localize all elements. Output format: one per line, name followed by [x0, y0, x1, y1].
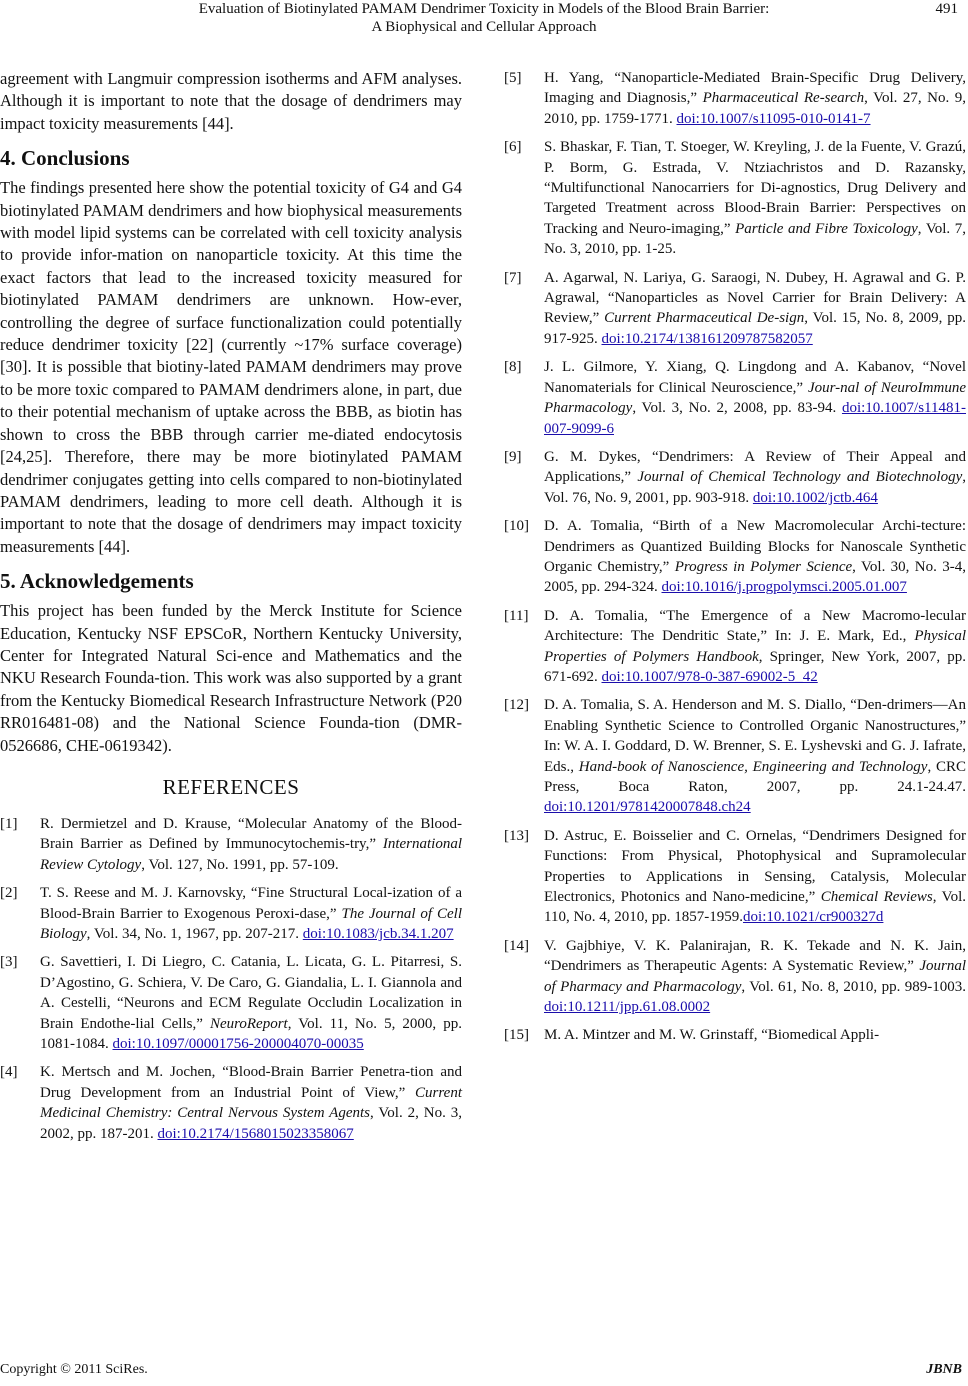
doi-link[interactable]: doi:10.2174/138161209787582057: [601, 330, 813, 347]
reference-number: [9]: [504, 448, 522, 465]
right-column: [504, 68, 966, 1054]
reference-number: [11]: [504, 607, 529, 624]
doi-link[interactable]: doi:10.1201/9781420007848.ch24: [544, 799, 751, 816]
reference-item: [10] D. A. Tomalia, “Birth of a New Macromolecular Archi-tecture: Dendrimers as Quantized Building Blocks for Nanoscale Synthetic Organic Chemistry,” Progress in Polymer Science, Vol. 30, No. 3-4, 2005, pp. 294-324. doi:10.1016/j.progpolymsci.2005.01.007: [504, 518, 966, 596]
reference-item: [14] V. Gajbhiye, V. K. Palanirajan, R. K. Tekade and N. K. Jain, “Dendrimers as Therapeutic Agents: A Systematic Review,” Journal of Pharmacy and Pharmacology, Vol. 61, No. 8, 2010, pp. 989-1003. doi:10.1211/jpp.61.08.0002: [504, 937, 966, 1016]
reference-item: [8] J. L. Gilmore, Y. Xiang, Q. Lingdong and A. Kabanov, “Novel Nanomaterials for Clinical Neuroscience,” Jour-nal of NeuroImmune Pharmacology, Vol. 3, No. 2, 2008, pp. 83-94. doi:10.1007/s11481-007-9099-6: [504, 359, 966, 437]
reference-journal: Jour-nal of NeuroImmune Pharmacology: [544, 379, 966, 417]
reference-number: [6]: [504, 139, 522, 156]
reference-journal: Physical Properties of Polymers Handbook: [544, 628, 966, 665]
reference-journal: Particle and Fibre Toxicology: [735, 220, 918, 237]
doi-link[interactable]: doi:10.1211/jpp.61.08.0002: [544, 999, 711, 1016]
reference-list-left: [0, 814, 462, 1144]
reference-number: [3]: [0, 954, 18, 971]
left-column: [0, 68, 462, 1152]
reference-number: [5]: [504, 70, 522, 86]
copyright-text: Copyright © 2011 SciRes.: [0, 1362, 148, 1377]
doi-link[interactable]: doi:10.1002/jctb.464: [752, 489, 878, 506]
reference-number: [12]: [504, 697, 529, 714]
reference-item: [11] D. A. Tomalia, “The Emergence of a New Macromo-lecular Architecture: The Dendritic State,” In: J. E. Mark, Ed., Physical Properties of Polymers Handbook, Springer, New York, 2007, pp. 671-692. doi:10.1007/978-0-387-69002-5_42: [504, 607, 966, 685]
reference-item: [1] R. Dermietzel and D. Krause, “Molecular Anatomy of the Blood-Brain Barrier as Defined by Immunocytochemis-try,” International Review Cytology, Vol. 127, No. 1991, pp. 57-109.: [0, 815, 462, 873]
reference-journal: NeuroReport: [209, 1015, 288, 1032]
acknowledgements-heading: 5. Acknowledgements: [0, 569, 194, 594]
reference-journal: Chemical Reviews: [820, 889, 933, 906]
journal-abbrev: JBNB: [926, 1362, 962, 1377]
doi-link[interactable]: doi:10.1016/j.progpolymsci.2005.01.007: [661, 579, 907, 596]
reference-item: [15] M. A. Mintzer and M. W. Grinstaff, “Biomedical Appli-: [504, 1025, 966, 1045]
reference-journal: Current Medicinal Chemistry: Central Nervous System Agents: [40, 1084, 462, 1122]
reference-item: [13] D. Astruc, E. Boisselier and C. Ornelas, “Dendrimers Designed for Functions: From Physical, Photophysical and Supramolecular Properties to Applications in Sensing, Catalysis, Molecular Electronics, Photonics and Nano-medicine,” Chemical Reviews, Vol. 110, No. 4, 2010, pp. 1857-1959.doi:10.1021/cr900327d: [504, 827, 967, 926]
reference-journal: Journal of Chemical Technology and Biotechnology: [637, 469, 963, 486]
references-heading: REFERENCES: [162, 774, 300, 799]
reference-number: [15]: [504, 1027, 529, 1044]
reference-number: [7]: [504, 269, 522, 286]
reference-number: [14]: [504, 937, 529, 954]
reference-list-right: [504, 68, 966, 1046]
doi-link[interactable]: doi:10.1007/978-0-387-69002-5_42: [601, 668, 818, 685]
doi-link[interactable]: doi:10.1083/jcb.34.1.207: [302, 926, 454, 942]
reference-journal: International Review Cytology: [40, 836, 462, 873]
reference-number: [4]: [0, 1064, 18, 1081]
reference-item: [12] D. A. Tomalia, S. A. Henderson and M. S. Diallo, “Den-drimers—An Enabling Synthetic Science to Controlled Organic Nanostructures,” In: W. A. I. Goddard, D. W. Brenner, S. E. Lyshevski and G. J. Iafrate, Eds., Hand-book of Nanoscience, Engineering and Technology, CRC Press, Boca Raton, 2007, pp. 24.1-24.47. doi:10.1201/9781420007848.ch24: [504, 697, 967, 816]
reference-item: [6] S. Bhaskar, F. Tian, T. Stoeger, W. Kreyling, J. de la Fuente, V. Grazú, P. Borm, G. Estrada, V. Ntziachristos and D. Razansky, “Multifunctional Nanocarriers for Di-agnostics, Drug Delivery and Targeted Treatment across Blood-Brain Barrier: Perspectives on Tracking and Neuro-imaging,” Particle and Fibre Toxicology, Vol. 7, No. 3, 2010, pp. 1-25.: [504, 139, 966, 258]
reference-journal: Journal of Pharmacy and Pharmacology: [544, 958, 966, 995]
doi-link[interactable]: doi:10.1021/cr900327d: [743, 909, 884, 926]
reference-number: [8]: [504, 359, 522, 376]
reference-journal: Progress in Polymer Science: [674, 558, 853, 575]
page-footer: [0, 1362, 968, 1384]
reference-journal: Current Pharmaceutical De-sign: [604, 310, 805, 327]
header-title-line1: Evaluation of Biotinylated PAMAM Dendrimer Toxicity in Models of the Blood Brain Barrier:: [198, 1, 770, 17]
reference-journal: The Journal of Cell Biology: [40, 905, 462, 942]
page-number: 491: [935, 1, 958, 17]
reference-item: [5] H. Yang, “Nanoparticle-Mediated Brain-Specific Drug Delivery, Imaging and Diagnosis,” Pharmaceutical Re-search, Vol. 27, No. 9, 2010, pp. 1759-1771. doi:10.1007/s11095-010-0141-7: [504, 70, 966, 127]
reference-number: [13]: [504, 827, 529, 844]
reference-item: [4] K. Mertsch and M. Jochen, “Blood-Brain Barrier Penetra-tion and Drug Development from an Industrial Point of View,” Current Medicinal Chemistry: Central Nervous System Agents, Vol. 2, No. 3, 2002, pp. 187-201. doi:10.2174/1568015023358067: [0, 1064, 462, 1142]
acknowledgements-paragraph: This project has been funded by the Merck Institute for Science Education, Kentucky NSF EPSCoR, Northern Kentucky University, Center for Integrated Natural Sci-ence and Mathematics and the NKU Research Founda-tion. This work was also supported by a grant from the Kentucky Biomedical Research Infrastructure Network (P20 RR016481-08) and the National Science Founda-tion (DMR-0526686, CHE-0619342).: [0, 601, 462, 755]
conclusions-heading: 4. Conclusions: [0, 146, 130, 171]
reference-item: [2] T. S. Reese and M. J. Karnovsky, “Fine Structural Local-ization of a Blood-Brain Barrier to Exogenous Peroxi-dase,” The Journal of Cell Biology, Vol. 34, No. 1, 1967, pp. 207-217. doi:10.1083/jcb.34.1.207: [0, 885, 462, 942]
doi-link[interactable]: doi:10.1007/s11481-007-9099-6: [544, 400, 966, 437]
doi-link[interactable]: doi:10.1007/s11095-010-0141-7: [676, 110, 871, 127]
header-title-line2: A Biophysical and Cellular Approach: [371, 19, 597, 35]
intro-paragraph: agreement with Langmuir compression isotherms and AFM analyses. Although it is important to note that the dosage of dendrimers may impact toxicity measurements [44].: [0, 69, 462, 133]
reference-number: [10]: [504, 518, 529, 535]
doi-link[interactable]: doi:10.1097/00001756-200004070-00035: [112, 1036, 364, 1053]
reference-item: [3] G. Savettieri, I. Di Liegro, C. Catania, L. Licata, G. L. Pitarresi, S. D’Agostino, G. Schiera, V. De Caro, G. Giandalia, L. I. Giannola and A. Cestelli, “Neurons and ECM Regulate Occludin Localization in Brain Endothe-lial Cells,” NeuroReport, Vol. 11, No. 5, 2000, pp. 1081-1084. doi:10.1097/00001756-200004070-00035: [0, 954, 462, 1053]
reference-journal: Pharmaceutical Re-search: [702, 90, 865, 107]
reference-number: [1]: [0, 815, 18, 832]
reference-item: [7] A. Agarwal, N. Lariya, G. Saraogi, N. Dubey, H. Agrawal and G. P. Agrawal, “Nanoparticles as Novel Carrier for Brain Delivery: A Review,” Current Pharmaceutical De-sign, Vol. 15, No. 8, 2009, pp. 917-925. doi:10.2174/138161209787582057: [504, 269, 966, 347]
doi-link[interactable]: doi:10.2174/1568015023358067: [157, 1125, 354, 1142]
running-header: [0, 0, 968, 44]
reference-journal: Hand-book of Nanoscience, Engineering and Technology: [578, 758, 928, 775]
reference-number: [2]: [0, 885, 18, 902]
reference-item: [9] G. M. Dykes, “Dendrimers: A Review of Their Appeal and Applications,” Journal of Chemical Technology and Biotechnology, Vol. 76, No. 9, 2001, pp. 903-918. doi:10.1002/jctb.464: [504, 448, 966, 506]
conclusions-paragraph: The findings presented here show the potential toxicity of G4 and G4 biotinylated PAMAM dendrimers and how biophysical measurements with model lipid systems can be correlated with cell toxicity analysis to provide infor-mation on nanoparticle toxicity. At this time the exact factors that lead to the increased toxicity measured for biotinylated PAMAM dendrimers are unknown. How-ever, controlling the degree of surface functionalization could potentially reduce dendrimer toxicity [22] (currently ~17% surface coverage) [30]. It is possible that biotiny-lated PAMAM dendrimers may prove to be more toxic compared to PAMAM dendrimers alone, in part, due to their potential mechanism of uptake across the BBB, as biotin has shown to cross the BBB through carrier me-diated endocytosis [24,25]. Therefore, there may be more biotinylated PAMAM dendrimer conjugates getting into cells compared to non-biotinylated PAMAM dendrimers, leading to more cell death. Although it is important to note that the dosage of dendrimers may impact toxicity measurements [44].: [0, 178, 462, 556]
